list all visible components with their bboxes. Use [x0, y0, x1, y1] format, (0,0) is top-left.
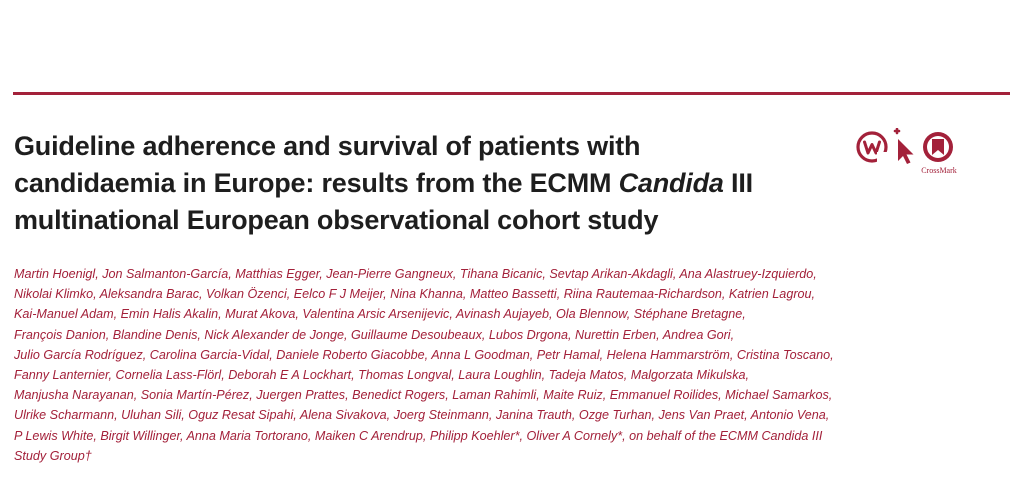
article-badges — [855, 128, 965, 178]
author-line: Martin Hoenigl, Jon Salmanton-García, Matthias Egger, Jean-Pierre Gangneux, Tihana Bicanic, Sevtap Arikan-Akdagli, Ana Alastruey-Izquierdo, — [14, 267, 817, 281]
title-line-1: Guideline adherence and survival of patients with — [14, 131, 641, 161]
title-italic-candida: Candida — [618, 168, 724, 198]
cursor-plus-icon[interactable] — [889, 128, 919, 166]
author-list — [14, 264, 844, 466]
author-line: Manjusha Narayanan, Sonia Martín-Pérez, Juergen Prattes, Benedict Rogers, Laman Rahimli, Maite Ruiz, Emmanuel Roilides, Michael Samarkos, — [14, 388, 833, 403]
author-line: François Danion, Blandine Denis, Nick Alexander de Jonge, Guillaume Desoubeaux, Lubos Drgona, Nurettin Erben, Andrea Gori, — [14, 327, 735, 342]
author-line: Study Group† — [14, 448, 92, 463]
author-line: Nikolai Klimko, Aleksandra Barac, Volkan Özenci, Eelco F J Meijer, Nina Khanna, Matteo Bassetti, Riina Rautemaa-Richardson, Katrien Lagrou, — [14, 287, 816, 302]
top-rule — [13, 92, 1010, 95]
author-line: P Lewis White, Birgit Willinger, Anna Maria Tortorano, Maiken C Arendrup, Philipp Koehler*, Oliver A Cornely*, on behalf of the ECMM Candida III — [14, 428, 823, 443]
author-line: Kai-Manuel Adam, Emin Halis Akalin, Murat Akova, Valentina Arsic Arsenijevic, Avinash Aujayeb, Ola Blennow, Stéphane Bretagne, — [14, 307, 746, 322]
author-line: Ulrike Scharmann, Uluhan Sili, Oguz Resat Sipahi, Alena Sivakova, Joerg Steinmann, Janina Trauth, Ozge Turhan, Jens Van Praet, Antonio Vena, — [14, 408, 830, 423]
crossmark-label[interactable]: CrossMark — [921, 166, 957, 175]
title-line-2 — [14, 165, 834, 202]
crossmark-icon[interactable] — [921, 130, 955, 164]
article-title — [14, 128, 834, 239]
title-line-2-text: candidaemia in Europe: results from the ECMM — [14, 168, 619, 198]
title-line-2-tail: III — [723, 168, 753, 198]
author-line: Fanny Lanternier, Cornelia Lass-Flörl, Deborah E A Lockhart, Thomas Longval, Laura Loughlin, Tadeja Matos, Malgorzata Mikulska, — [14, 368, 750, 383]
w-circle-icon[interactable] — [855, 130, 889, 164]
author-line: Julio García Rodríguez, Carolina Garcia-Vidal, Daniele Roberto Giacobbe, Anna L Goodman, Petr Hamal, Helena Hammarström, Cristina Toscano, — [14, 347, 834, 362]
title-line-3: multinational European observational cohort study — [14, 205, 659, 235]
